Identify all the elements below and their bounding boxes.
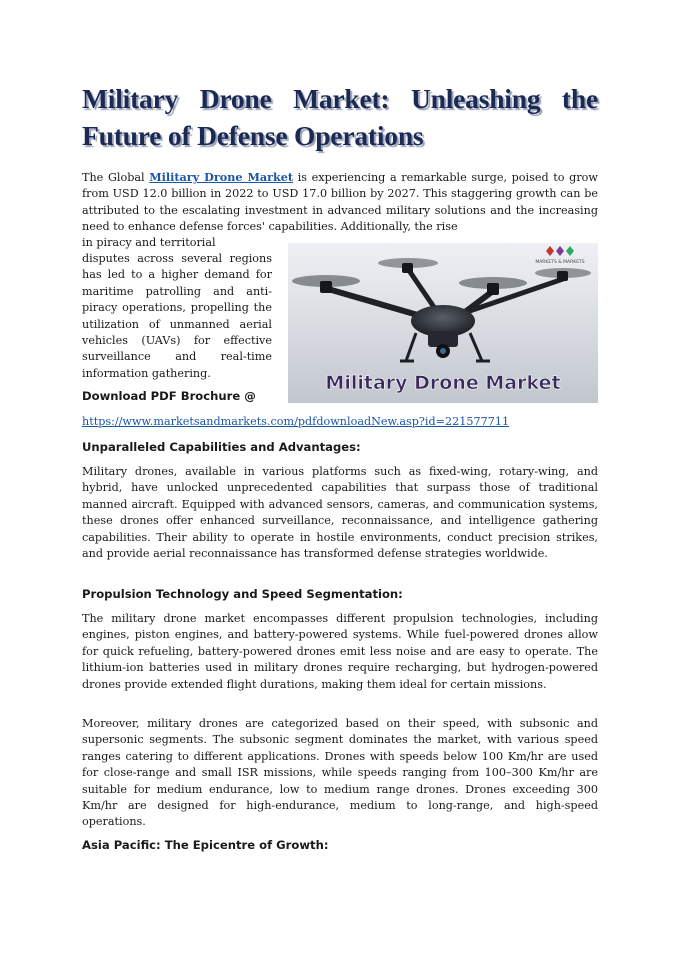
section-heading-asia-pacific: Asia Pacific: The Epicentre of Growth: [82,838,329,852]
intro-text-before-link: The Global [82,171,150,184]
intro-wrapped-text: disputes across several regions has led to a higher demand for maritime patrolling and anti-piracy operations, propelling the utilization of unmanned aerial vehicles (UAVs) for effective surveillance and real-time information gathering. [82,252,272,380]
intro-text-after-link: is experiencing a remarkable surge, poised to grow from USD 12.0 billion in 2022 to USD 17.0 billion by 2027. This staggering growth can be attributed to the escalating investment in advanced military solutions and the increasing need to enhance defense forces' capabilities. Additionally, the rise [82,171,598,234]
section-heading-capabilities: Unparalleled Capabilities and Advantages: [82,440,361,454]
speed-paragraph: Moreover, military drones are categorized based on their speed, with subsonic and supersonic segments. The subsonic segment dominates the market, with various speed ranges catering to different applications. Drones with speeds below 100 Km/hr are used for close-range and small ISR missions, while speeds ranging from 100–300 Km/hr are suitable for medium endurance, low to medium range drones. Drones exceeding 300 Km/hr are designed for high-endurance, medium to long-range, and high-speed operations. [82,717,598,829]
military-drone-market-link[interactable]: Military Drone Market [149,170,294,184]
propulsion-paragraph: The military drone market encompasses different propulsion technologies, including engines, piston engines, and battery-powered systems. While fuel-powered drones allow for quick refueling, battery-powered drones emit less noise and are easy to operate. The lithium-ion batteries used in military drones require recharging, but hydrogen-powered drones provide extended flight durations, making them ideal for certain missions. [82,612,598,691]
intro-paragraph [82,169,598,236]
brochure-download-link[interactable]: https://www.marketsandmarkets.com/pdfdownloadNew.asp?id=221577711 [82,415,510,428]
image-caption: Military Drone Market [325,372,561,394]
intro-last-line: in piracy and territorial [82,236,216,249]
document-title: Military Drone Market: Unleashing the Future of Defense Operations [82,83,598,151]
download-brochure-heading: Download PDF Brochure @ [82,389,256,403]
military-drone-image [288,243,598,403]
svg-text:MARKETS & MARKETS: MARKETS & MARKETS [535,260,585,265]
section-heading-propulsion: Propulsion Technology and Speed Segmentation: [82,587,403,601]
capabilities-paragraph: Military drones, available in various platforms such as fixed-wing, rotary-wing, and hybrid, have unlocked unprecedented capabilities that surpass those of traditional manned aircraft. Equipped with advanced sensors, cameras, and communication systems, these drones offer enhanced surveillance, reconnaissance, and intelligence gathering capabilities. Their ability to operate in hostile environments, conduct precision strikes, and provide aerial reconnaissance has transformed defense strategies worldwide. [82,465,598,561]
